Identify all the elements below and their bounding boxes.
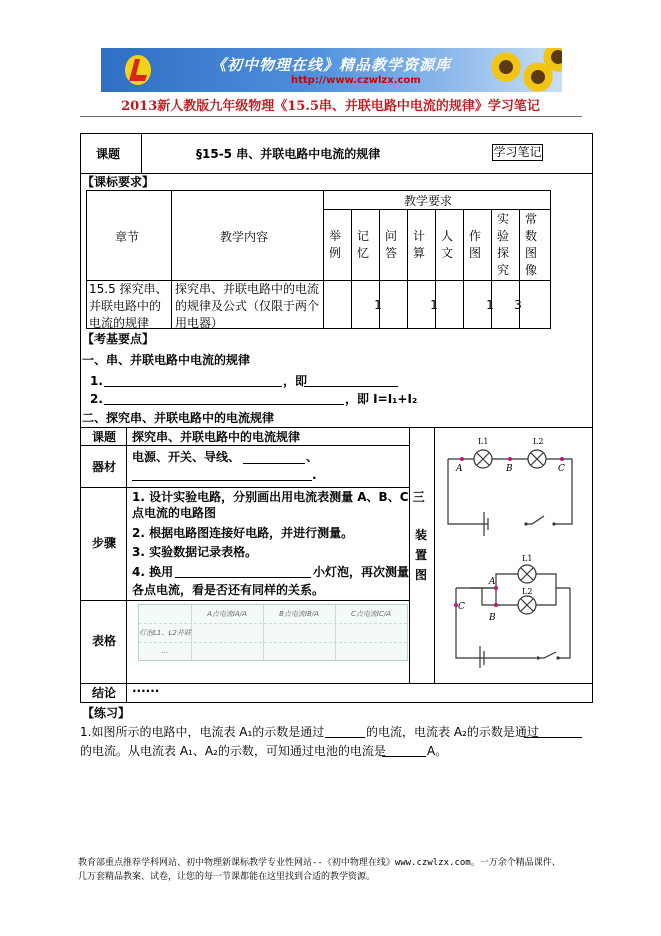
point-b-marker	[508, 457, 512, 461]
row-value: 1	[486, 298, 494, 312]
label-c: C	[558, 464, 565, 474]
col-requirements: 教学要求	[404, 194, 453, 208]
divider	[80, 116, 582, 117]
req-col-4: 计算	[412, 229, 425, 260]
step-line: 2. 根据电路图连接好电路，并进行测量。	[132, 526, 354, 540]
item-1-suffix: ，即	[283, 374, 308, 388]
equipment-value: 电源、开关、导线、	[132, 450, 241, 464]
item-2-suffix: ，即 I=I₁+I₂	[345, 392, 418, 406]
step-line: 各点电流，看是否还有同样的关系。	[132, 583, 325, 597]
divider	[126, 427, 127, 683]
fill-blank	[104, 404, 344, 405]
label-l2: L2	[522, 587, 533, 596]
data-record-table	[138, 604, 408, 661]
label-b: B	[489, 613, 496, 623]
table-header: C点电流IC/A	[351, 610, 391, 618]
equipment-comma: 、	[306, 450, 319, 464]
topic-value: §15-5 串、并联电路中电流的规律	[196, 147, 381, 161]
row-value: 1	[374, 298, 382, 312]
req-col-2: 记忆	[356, 229, 369, 260]
fill-blank	[382, 756, 426, 757]
table-row-label: …	[161, 647, 169, 655]
fill-blank	[104, 386, 282, 387]
divider	[126, 683, 127, 703]
equipment-period: .	[312, 468, 317, 482]
row-content: 的规律及公式（仅限于两个	[175, 299, 320, 313]
step-line: 4. 换用	[132, 565, 174, 579]
row-chapter: 并联电路中的	[89, 299, 162, 313]
item-2-number: 2.	[90, 392, 103, 406]
col-content: 教学内容	[220, 230, 269, 244]
fill-blank	[243, 463, 305, 464]
exp-topic-value: 探究串、并联电路中的电流规律	[132, 430, 301, 444]
practice-q1: 的电流。从电流表 A₁、A₂的示数，可知通过电池的电流是	[80, 744, 386, 758]
step-line: 点电流的电路图	[132, 506, 217, 520]
row-value: 1	[430, 298, 438, 312]
row-content: 用电器）	[175, 316, 224, 330]
col-chapter: 章节	[115, 230, 140, 244]
series-circuit-diagram	[440, 432, 590, 542]
conclusion-label: 结论	[92, 686, 117, 700]
req-col-7: 实验探究	[496, 212, 509, 277]
standards-heading: 【课标要求】	[82, 175, 155, 189]
site-name: 《初中物理在线》精品教学资源库	[211, 56, 452, 74]
label-c: C	[458, 602, 465, 612]
point-c-marker	[560, 457, 564, 461]
divider	[80, 600, 409, 601]
apparatus-label: 装	[415, 528, 428, 542]
conclusion-value: ······	[132, 684, 160, 698]
parallel-circuit-diagram	[440, 548, 590, 668]
table-label: 表格	[92, 634, 117, 648]
table-row-label: 灯泡L1、L2并联	[139, 629, 191, 637]
practice-q1: 的电流，电流表 A₂的示数是通过	[366, 725, 539, 739]
apparatus-label: 置	[415, 548, 428, 562]
req-col-8: 常数图像	[524, 212, 537, 277]
site-logo-icon	[123, 53, 153, 87]
page-footer	[78, 856, 598, 884]
equipment-label: 器材	[92, 460, 117, 474]
req-col-1: 举例	[328, 229, 341, 260]
divider	[409, 427, 410, 683]
section-2-title: 二、探究串、并联电路中的电流规律	[82, 411, 275, 425]
req-col-6: 作图	[468, 229, 481, 260]
fill-blank	[304, 386, 398, 387]
steps-label: 步骤	[92, 536, 117, 550]
step-line: 3. 实验数据记录表格。	[132, 545, 258, 559]
practice-q1: A。	[427, 744, 448, 758]
row-chapter: 电流的规律	[89, 316, 150, 330]
divider	[80, 445, 409, 446]
label-l2: L2	[533, 437, 544, 446]
req-col-5: 人文	[440, 229, 453, 260]
section-1-title: 一、串、并联电路中电流的规律	[82, 353, 251, 367]
table-header: A点电流IA/A	[207, 610, 247, 618]
label-a: A	[456, 464, 463, 474]
req-col-3: 问答	[384, 229, 397, 260]
label-l1: L1	[522, 554, 533, 563]
fill-blank	[524, 737, 582, 738]
site-banner	[101, 48, 562, 92]
row-content: 探究串、并联电路中的电流	[175, 282, 320, 296]
row-value: 3	[514, 298, 522, 312]
site-url: http://www.czwlzx.com	[291, 75, 421, 86]
fill-blank	[325, 737, 365, 738]
step-line: 1. 设计实验电路，分别画出用电流表测量 A、B、C 三	[132, 490, 425, 504]
item-1-number: 1.	[90, 374, 103, 388]
point-b-marker	[494, 603, 498, 607]
point-a-marker	[460, 457, 464, 461]
table-header: B点电流IB/A	[279, 610, 319, 618]
practice-q1: 1.如图所示的电路中，电流表 A₁的示数是通过	[80, 725, 325, 739]
exp-topic-label: 课题	[92, 430, 117, 444]
fill-blank	[175, 577, 311, 578]
footer-line: 教育部重点推荐学科网站、初中物理新课标教学专业性网站--《初中物理在线》www.czwlzx.com。一万余个精品课件、	[78, 858, 561, 868]
step-line: 小灯泡，再次测量	[313, 565, 410, 579]
label-a: A	[489, 577, 496, 587]
apparatus-label: 图	[415, 568, 428, 582]
key-points-heading: 【考基要点】	[82, 332, 155, 346]
divider	[80, 487, 409, 488]
divider	[80, 173, 593, 174]
footer-line: 几万套精品教案、试卷，让您的每一节课都能在这里找到合适的教学资源。	[78, 872, 376, 882]
divider	[141, 133, 142, 173]
row-chapter: 15.5 探究串、	[89, 282, 168, 296]
label-l1: L1	[478, 437, 489, 446]
fill-blank	[132, 480, 312, 481]
practice-heading: 【练习】	[82, 706, 131, 720]
sunflower-icon	[489, 50, 523, 84]
divider	[434, 427, 435, 683]
study-note-box: 学习笔记	[493, 145, 542, 159]
divider	[80, 427, 593, 428]
label-b: B	[506, 464, 513, 474]
document-title: 2013新人教版九年级物理《15.5串、并联电路中电流的规律》学习笔记	[121, 99, 540, 114]
topic-label: 课题	[96, 147, 121, 161]
